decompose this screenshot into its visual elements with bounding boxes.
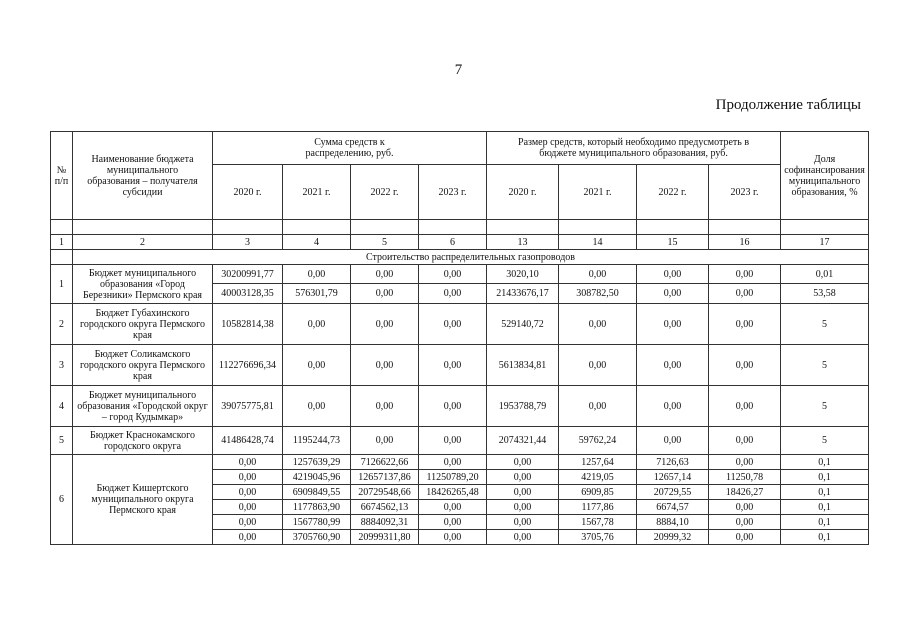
section-title: Строительство распределительных газопроводов xyxy=(73,250,869,265)
value-cell: 0,00 xyxy=(709,455,781,470)
value-cell: 0,00 xyxy=(709,500,781,515)
value-cell: 0,00 xyxy=(283,265,351,284)
header-year: 2020 г. xyxy=(487,165,559,220)
value-cell: 0,00 xyxy=(351,284,419,304)
column-number: 5 xyxy=(351,235,419,250)
value-cell: 0,00 xyxy=(213,530,283,545)
value-cell: 0,00 xyxy=(709,386,781,427)
value-cell: 0,00 xyxy=(559,386,637,427)
header-share: Доля софинансирования муниципального образования, % xyxy=(781,132,869,220)
row-number: 1 xyxy=(51,265,73,304)
value-cell: 7126,63 xyxy=(637,455,709,470)
value-cell: 18426265,48 xyxy=(419,485,487,500)
budget-name: Бюджет муниципального образования «Город Березники» Пермского края xyxy=(73,265,213,304)
value-cell: 0,00 xyxy=(213,500,283,515)
value-cell: 20729548,66 xyxy=(351,485,419,500)
value-cell: 0,00 xyxy=(419,455,487,470)
value-cell: 0,00 xyxy=(709,284,781,304)
value-cell: 0,00 xyxy=(487,530,559,545)
table-row xyxy=(51,427,869,455)
value-cell: 112276696,34 xyxy=(213,345,283,386)
value-cell: 30200991,77 xyxy=(213,265,283,284)
value-cell: 40003128,35 xyxy=(213,284,283,304)
header-year: 2023 г. xyxy=(419,165,487,220)
page-number: 7 xyxy=(454,62,463,78)
value-cell: 0,00 xyxy=(709,265,781,284)
value-cell: 0,00 xyxy=(709,515,781,530)
value-cell: 0,00 xyxy=(559,304,637,345)
table-row xyxy=(51,455,869,470)
section-row xyxy=(51,250,869,265)
budget-name: Бюджет Кишертского муниципального округа Пермского края xyxy=(73,455,213,545)
value-cell: 1257639,29 xyxy=(283,455,351,470)
value-cell: 0,00 xyxy=(637,304,709,345)
value-cell: 0,00 xyxy=(637,265,709,284)
value-cell: 0,00 xyxy=(709,345,781,386)
table-row xyxy=(51,386,869,427)
value-cell: 0,00 xyxy=(487,470,559,485)
value-cell: 0,00 xyxy=(419,345,487,386)
value-cell: 1195244,73 xyxy=(283,427,351,455)
value-cell: 8884,10 xyxy=(637,515,709,530)
value-cell: 5 xyxy=(781,386,869,427)
value-cell: 11250789,20 xyxy=(419,470,487,485)
value-cell: 0,00 xyxy=(419,386,487,427)
value-cell: 20999,32 xyxy=(637,530,709,545)
value-cell: 12657137,86 xyxy=(351,470,419,485)
value-cell: 1953788,79 xyxy=(487,386,559,427)
table-row xyxy=(51,345,869,386)
value-cell: 3020,10 xyxy=(487,265,559,284)
value-cell: 308782,50 xyxy=(559,284,637,304)
value-cell: 0,00 xyxy=(709,530,781,545)
header-size-group: Размер средств, который необходимо предусмотреть в бюджете муниципального образования, руб. xyxy=(487,132,781,165)
value-cell: 576301,79 xyxy=(283,284,351,304)
value-cell: 0,00 xyxy=(283,304,351,345)
value-cell: 21433676,17 xyxy=(487,284,559,304)
value-cell: 1567780,99 xyxy=(283,515,351,530)
row-number: 3 xyxy=(51,345,73,386)
value-cell: 0,00 xyxy=(709,304,781,345)
value-cell: 1567,78 xyxy=(559,515,637,530)
value-cell: 3705760,90 xyxy=(283,530,351,545)
table-row xyxy=(51,265,869,284)
column-number: 4 xyxy=(283,235,351,250)
header-year: 2020 г. xyxy=(213,165,283,220)
value-cell: 0,00 xyxy=(419,500,487,515)
value-cell: 5613834,81 xyxy=(487,345,559,386)
value-cell: 20999311,80 xyxy=(351,530,419,545)
value-cell: 0,00 xyxy=(637,345,709,386)
value-cell: 0,1 xyxy=(781,500,869,515)
value-cell: 0,00 xyxy=(487,485,559,500)
value-cell: 0,00 xyxy=(637,386,709,427)
value-cell: 1257,64 xyxy=(559,455,637,470)
budget-name: Бюджет Соликамского городского округа Пермского края xyxy=(73,345,213,386)
row-number: 2 xyxy=(51,304,73,345)
header-year: 2023 г. xyxy=(709,165,781,220)
value-cell: 6674562,13 xyxy=(351,500,419,515)
value-cell: 1177863,90 xyxy=(283,500,351,515)
value-cell: 0,00 xyxy=(419,515,487,530)
value-cell: 59762,24 xyxy=(559,427,637,455)
value-cell: 6909849,55 xyxy=(283,485,351,500)
budget-name: Бюджет муниципального образования «Городской округ – город Кудымкар» xyxy=(73,386,213,427)
column-number: 16 xyxy=(709,235,781,250)
value-cell: 0,00 xyxy=(419,284,487,304)
value-cell: 0,00 xyxy=(487,515,559,530)
value-cell: 0,00 xyxy=(213,485,283,500)
header-year: 2022 г. xyxy=(637,165,709,220)
value-cell: 0,00 xyxy=(351,265,419,284)
header-spacer-row xyxy=(51,220,869,235)
value-cell: 0,1 xyxy=(781,485,869,500)
header-year: 2021 г. xyxy=(559,165,637,220)
value-cell: 0,00 xyxy=(351,304,419,345)
row-number: 5 xyxy=(51,427,73,455)
value-cell: 0,00 xyxy=(709,427,781,455)
value-cell: 0,00 xyxy=(419,304,487,345)
value-cell: 11250,78 xyxy=(709,470,781,485)
value-cell: 4219,05 xyxy=(559,470,637,485)
value-cell: 10582814,38 xyxy=(213,304,283,345)
value-cell: 0,00 xyxy=(283,345,351,386)
header-year: 2021 г. xyxy=(283,165,351,220)
column-number: 3 xyxy=(213,235,283,250)
row-number: 6 xyxy=(51,455,73,545)
value-cell: 39075775,81 xyxy=(213,386,283,427)
value-cell: 4219045,96 xyxy=(283,470,351,485)
value-cell: 41486428,74 xyxy=(213,427,283,455)
header-year: 2022 г. xyxy=(351,165,419,220)
value-cell: 5 xyxy=(781,345,869,386)
subsidy-table xyxy=(50,131,869,545)
row-number: 4 xyxy=(51,386,73,427)
value-cell: 5 xyxy=(781,427,869,455)
value-cell: 0,00 xyxy=(283,386,351,427)
value-cell: 0,00 xyxy=(213,455,283,470)
table-row xyxy=(51,304,869,345)
value-cell: 0,1 xyxy=(781,470,869,485)
value-cell: 0,00 xyxy=(351,345,419,386)
value-cell: 0,00 xyxy=(419,265,487,284)
budget-name: Бюджет Губахинского городского округа Пермского края xyxy=(73,304,213,345)
column-number: 14 xyxy=(559,235,637,250)
column-number: 17 xyxy=(781,235,869,250)
value-cell: 0,00 xyxy=(637,284,709,304)
budget-name: Бюджет Краснокамского городского округа xyxy=(73,427,213,455)
header-sum-group: Сумма средств к распределению, руб. xyxy=(213,132,487,165)
value-cell: 0,00 xyxy=(213,470,283,485)
column-number: 1 xyxy=(51,235,73,250)
value-cell: 0,00 xyxy=(559,345,637,386)
value-cell: 6909,85 xyxy=(559,485,637,500)
value-cell: 0,00 xyxy=(351,386,419,427)
header-num: № п/п xyxy=(51,132,73,220)
column-number: 13 xyxy=(487,235,559,250)
value-cell: 1177,86 xyxy=(559,500,637,515)
value-cell: 5 xyxy=(781,304,869,345)
value-cell: 0,00 xyxy=(419,427,487,455)
column-number: 2 xyxy=(73,235,213,250)
value-cell: 7126622,66 xyxy=(351,455,419,470)
value-cell: 12657,14 xyxy=(637,470,709,485)
value-cell: 0,1 xyxy=(781,455,869,470)
value-cell: 0,00 xyxy=(351,427,419,455)
column-numbers-row xyxy=(51,235,869,250)
value-cell: 6674,57 xyxy=(637,500,709,515)
value-cell: 0,00 xyxy=(419,530,487,545)
value-cell: 0,00 xyxy=(559,265,637,284)
value-cell: 0,00 xyxy=(487,455,559,470)
value-cell: 3705,76 xyxy=(559,530,637,545)
column-number: 6 xyxy=(419,235,487,250)
value-cell: 20729,55 xyxy=(637,485,709,500)
value-cell: 0,00 xyxy=(213,515,283,530)
value-cell: 0,01 xyxy=(781,265,869,284)
value-cell: 8884092,31 xyxy=(351,515,419,530)
value-cell: 0,1 xyxy=(781,530,869,545)
header-name: Наименование бюджета муниципального образования – получателя субсидии xyxy=(73,132,213,220)
value-cell: 53,58 xyxy=(781,284,869,304)
value-cell: 0,00 xyxy=(487,500,559,515)
continuation-label: Продолжение таблицы xyxy=(715,97,861,113)
value-cell: 0,00 xyxy=(637,427,709,455)
value-cell: 0,1 xyxy=(781,515,869,530)
column-number: 15 xyxy=(637,235,709,250)
value-cell: 18426,27 xyxy=(709,485,781,500)
value-cell: 529140,72 xyxy=(487,304,559,345)
value-cell: 2074321,44 xyxy=(487,427,559,455)
